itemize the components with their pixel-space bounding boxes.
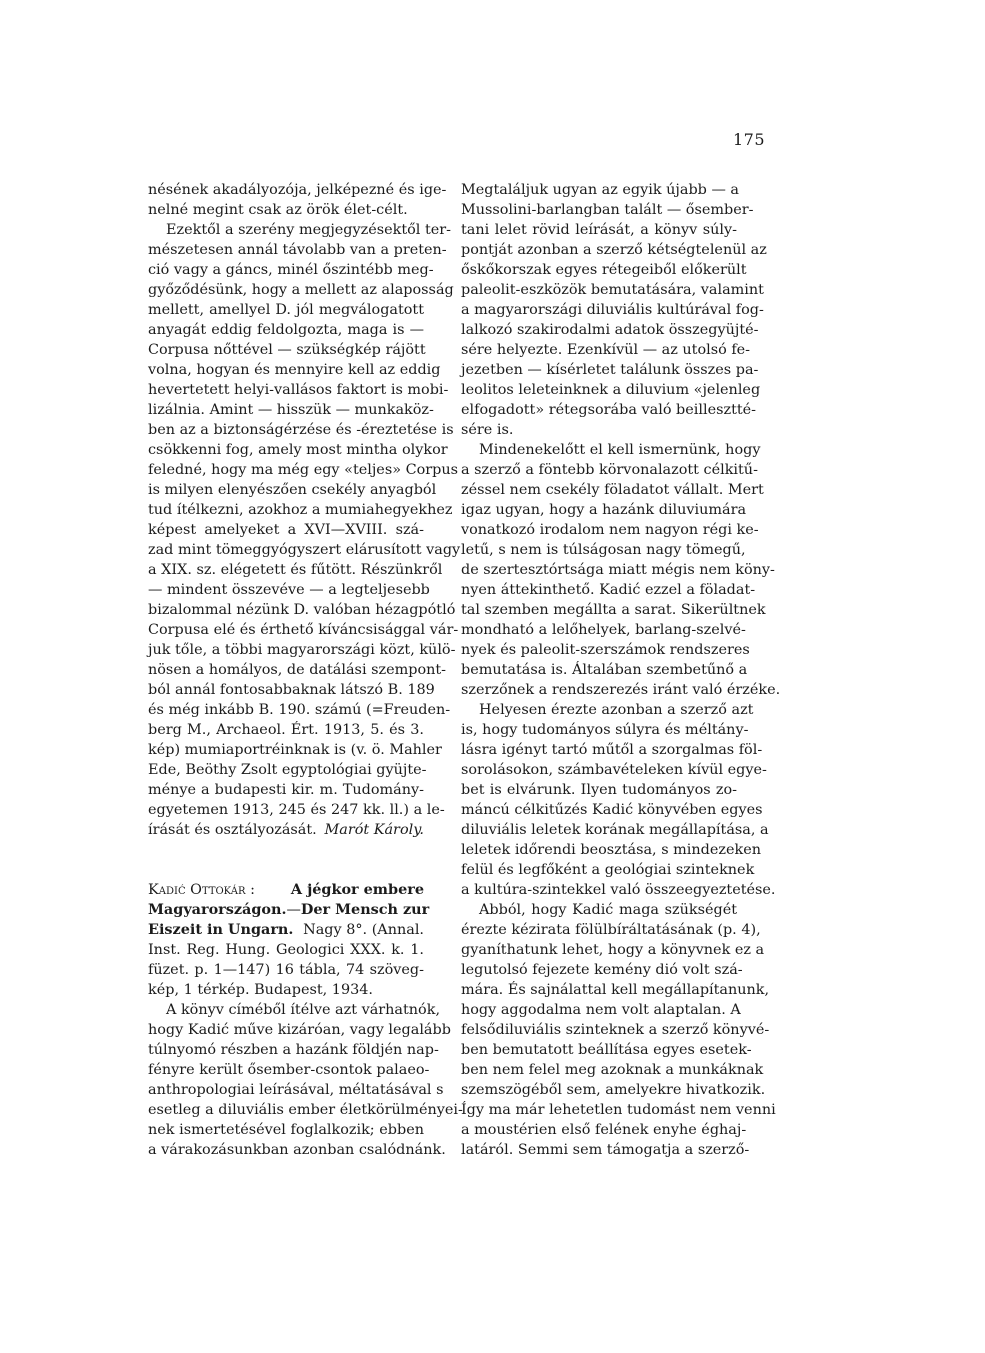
text-line: diluviális leletek korának megállapítása, a [461, 822, 769, 838]
review-title-de-part1: Der Mensch zur [300, 901, 430, 918]
text-line: a szerző a föntebb körvonalazott célkitű- [461, 462, 758, 478]
text-line: és még inkább B. 190. számú (=Freuden- [148, 702, 451, 718]
text-line: csökkenni fog, amely most mintha olykor [148, 442, 448, 458]
text-line: zad mint tömeggyógyszert elárusított vagy [148, 542, 461, 558]
text-line: máncú célkitűzés Kadić könyvében egyes [461, 802, 763, 818]
text-line: felül és legfőként a geológiai szinteknek [461, 862, 755, 878]
text-line: Helyesen érezte azonban a szerző azt [479, 702, 754, 718]
text-line: hevertetett helyi-vallásos faktort is mobi- [148, 382, 449, 398]
text-line: a kultúra-szintekkel való összeegyeztetése. [461, 882, 776, 898]
text-line: érezte kézirata fölülbíráltatásának (p. 4), [461, 922, 761, 938]
text-line: őskőkorszak egyes rétegeiből előkerült [461, 262, 747, 278]
text-line: legutolsó fejezete kemény dió volt szá- [461, 962, 743, 978]
text-line: volna, hogyan és mennyire kell az eddig [148, 362, 441, 378]
review-title-de-part2: Eiszeit in Ungarn. [148, 921, 294, 938]
text-line: győződésünk, hogy a mellett az alaposság [148, 282, 454, 298]
text-line: — mindent összevéve — a legteljesebb [148, 582, 430, 598]
text-line: Mussolini-barlangban talált — ősember- [461, 202, 754, 218]
text-line: feledné, hogy ma még egy «teljes» Corpus [148, 462, 459, 478]
text-line: a várakozásunkban azonban csalódnánk. [148, 1142, 446, 1158]
review-bibliography: Inst. Reg. Hung. Geologici XXX. k. 1. [148, 942, 424, 958]
text-line: Corpusa elé és érthető kíváncsisággal vár- [148, 622, 459, 638]
text-line: tal szemben megállta a sarat. Sikerültnek [461, 602, 766, 618]
text-line: nyen áttekinthető. Kadić ezzel a föladat- [461, 582, 756, 598]
text-line: pontját azonban a szerző kétségtelenül az [461, 242, 767, 258]
text-line: lizálnia. Amint — hisszük — munkaköz- [148, 402, 434, 418]
text-line: Corpusa nőttével — szükségkép rájött [148, 342, 426, 358]
text-line: mészetesen annál távolabb van a preten- [148, 242, 447, 258]
text-line: bemutatása is. Általában szembetűnő a [461, 662, 748, 678]
text-line: jezetben — kísérletet találunk összes pa- [461, 362, 759, 378]
text-line: nésének akadályozója, jelképezné és ige- [148, 182, 447, 198]
text-line: hogy Kadić műve kizáróan, vagy legalább [148, 1022, 451, 1038]
left-column [148, 180, 463, 1160]
text-line: esetleg a diluviális ember életkörülményei- [148, 1102, 463, 1118]
text-line: Abból, hogy Kadić maga szükségét [479, 902, 737, 918]
text-line: a moustérien első felének enyhe éghaj- [461, 1122, 747, 1138]
text-line: képest amelyeket a XVI—XVIII. szá- [148, 522, 424, 538]
text-line: Mindenekelőtt el kell ismernünk, hogy [479, 442, 761, 458]
text-line: a magyarországi diluviális kultúrával fog- [461, 302, 764, 318]
text-line: anyagát eddig feldolgozta, maga is — [148, 322, 424, 338]
text-line: tani lelet rövid leírását, a könyv súly- [461, 222, 737, 238]
text-line: vonatkozó irodalom nem nagyon régi ke- [461, 522, 759, 538]
text-line: mondható a lelőhelyek, barlang-szelvé- [461, 622, 746, 638]
text-line: sorolásokon, számbavételeken kívül egye- [461, 762, 767, 778]
text-line: Így ma már lehetetlen tudomást nem venni [461, 1102, 776, 1118]
text-line: ció vagy a gáncs, minél őszintébb meg- [148, 262, 434, 278]
text-line: is milyen elenyészően csekély anyagból [148, 482, 437, 498]
review-author: Kadić Ottokár : [148, 882, 255, 898]
right-column [461, 180, 781, 1160]
page-number: 175 [733, 130, 766, 149]
text-line: felsődiluviális szinteknek a szerző könyvé- [461, 1022, 770, 1038]
text-line: ben az a biztonságérzése és -éreztetése is [148, 422, 454, 438]
text-line: igaz ugyan, hogy a hazánk diluviumára [461, 502, 747, 518]
text-line: berg M., Archaeol. Ért. 1913, 5. és 3. [148, 722, 424, 738]
review-dash: — [286, 902, 301, 918]
review-bibliography: füzet. p. 1—147) 16 tábla, 74 szöveg- [148, 962, 424, 978]
text-line: anthropologiai leírásával, méltatásával s [148, 1082, 444, 1098]
text-line: mára. És sajnálattal kell megállapítanunk, [461, 982, 770, 998]
text-line: nelné megint csak az örök élet-célt. [148, 202, 408, 218]
text-line: sére is. [461, 422, 514, 438]
text-line: elfogadott» rétegsorába való beillesztté- [461, 402, 757, 418]
review-bibliography: Nagy 8°. (Annal. [303, 922, 424, 938]
paragraph [148, 220, 461, 840]
text-line: nösen a homályos, de datálási szempont- [148, 662, 447, 678]
text-line: is, hogy tudományos súlyra és méltány- [461, 722, 749, 738]
text-line: sére helyezte. Ezenkívül — az utolsó fe- [461, 342, 751, 358]
text-line: szerzőnek a rendszerezés iránt való érzéke. [461, 682, 781, 698]
text-line: nek ismertetésével foglalkozik; ebben [148, 1122, 424, 1138]
text-line: szemszögéből sem, amelyekre hivatkozik. [461, 1082, 766, 1098]
text-line: írását és osztályozását. [148, 822, 317, 838]
review-title-line [148, 920, 424, 940]
text-line: mellett, amellyel D. jól megválogatott [148, 302, 424, 318]
text-line: Ede, Beöthy Zsolt egyptológiai gyüjte- [148, 762, 427, 778]
text-line: zéssel nem csekély föladatot vállalt. Mert [461, 482, 764, 498]
text-line: ménye a budapesti kir. m. Tudomány- [148, 782, 424, 798]
text-line: leolitos leleteinknek a diluvium «jelenleg [461, 382, 761, 398]
text-line: kép) mumiaportréinknak is (v. ö. Mahler [148, 742, 442, 758]
text-line: bet is elvárunk. Ilyen tudományos zo- [461, 782, 737, 798]
text-line: letű, s nem is túlságosan nagy tömegű, [461, 542, 746, 558]
text-line: Megtaláljuk ugyan az egyik újabb — a [461, 182, 740, 198]
text-line: de szertesztórtsága miatt mégis nem köny- [461, 562, 775, 578]
review-title-line [148, 900, 430, 920]
paragraph [461, 440, 781, 700]
text-line: ben bemutatott beállítása egyes esetek- [461, 1042, 752, 1058]
paragraph [461, 900, 776, 1160]
text-line: ból annál fontosabbaknak látszó B. 189 [148, 682, 435, 698]
text-line: paleolit-eszközök bemutatására, valamint [461, 282, 764, 298]
text-line: hogy aggodalma nem volt alaptalan. A [461, 1002, 741, 1018]
text-line: fényre került ősember-csontok palaeo- [148, 1062, 430, 1078]
text-line: latáról. Semmi sem támogatja a szerző- [461, 1142, 750, 1158]
text-line: egyetemen 1913, 245 és 247 kk. ll.) a le- [148, 802, 445, 818]
text-line: a XIX. sz. elégetett és fűtött. Részünkről [148, 562, 443, 578]
text-line: lásra igényt tartó műtől a szorgalmas föl- [461, 742, 763, 758]
review-title-hu-part2: Magyarországon. [148, 901, 287, 918]
closing-line [148, 820, 424, 840]
text-line: bizalommal nézünk D. valóban hézagpótló [148, 602, 456, 618]
review-bibliography: kép, 1 térkép. Budapest, 1934. [148, 982, 373, 998]
paragraph [461, 700, 776, 900]
review-title-line [148, 880, 424, 900]
paragraph [148, 1000, 463, 1160]
paragraph [461, 180, 767, 440]
author-signature: Marót Károly. [324, 822, 424, 838]
text-line: A könyv címéből ítélve azt várhatnók, [166, 1002, 441, 1018]
text-line: lalkozó szakirodalmi adatok összegyüjté- [461, 322, 759, 338]
paragraph [148, 180, 447, 220]
text-line: tud ítélkezni, azokhoz a mumiahegyekhez [148, 502, 453, 518]
text-line: juk tőle, a többi magyarországi közt, külö- [148, 642, 456, 658]
text-line: nyek és paleolit-szerszámok rendszeres [461, 642, 750, 658]
review-title-hu-part1: A jégkor embere [290, 881, 424, 898]
review-header [148, 880, 430, 1000]
text-line: gyaníthatunk lehet, hogy a könyvnek ez a [461, 942, 765, 958]
text-line: ben nem felel meg azoknak a munkáknak [461, 1062, 764, 1078]
text-line: túlnyomó részben a hazánk földjén nap- [148, 1042, 439, 1058]
text-line: leletek időrendi beosztása, s mindezeken [461, 842, 762, 858]
text-line: Ezektől a szerény megjegyzésektől ter- [166, 222, 452, 238]
